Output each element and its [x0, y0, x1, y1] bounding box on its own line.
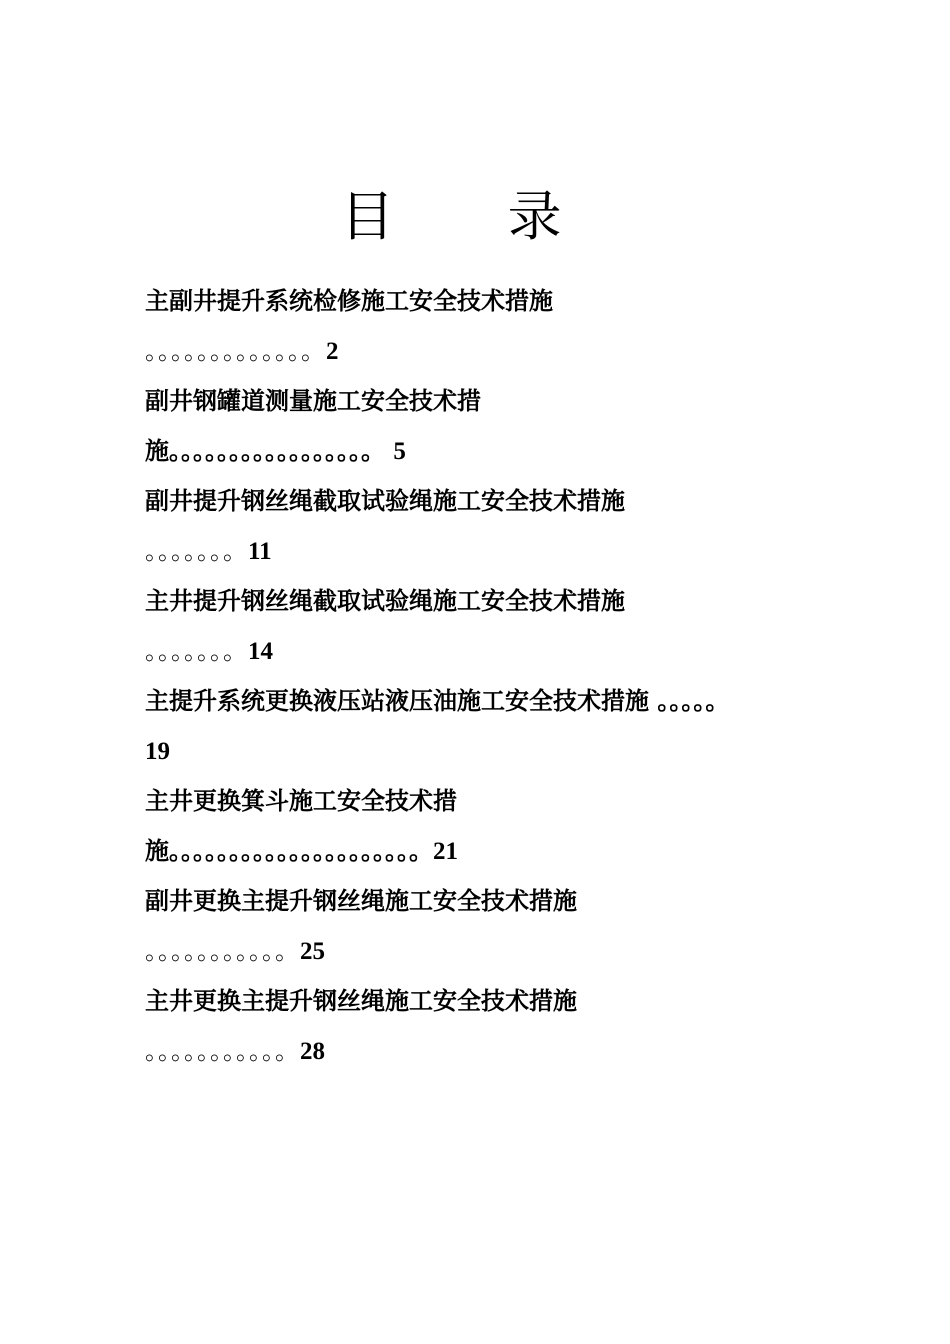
- toc-entry-title-continued: 施。。。。。。。。。。。。。。。。。。。。。: [145, 837, 433, 865]
- toc-entry-8-line-2[interactable]: [145, 1032, 835, 1082]
- toc-entry-title: 主提升系统更换液压站液压油施工安全技术措施 。。。。。: [145, 687, 730, 715]
- toc-leader-dots: 。。。。。。。。。。。: [145, 937, 300, 965]
- toc-entry-7-line-2[interactable]: [145, 932, 835, 982]
- toc-entry-title-continued: 施。。。。。。。。。。。。。。。。。: [145, 437, 394, 465]
- toc-entry-1-line-1[interactable]: [145, 282, 835, 332]
- toc-entry-2-line-1[interactable]: [145, 382, 835, 432]
- toc-entry-7-line-1[interactable]: [145, 882, 835, 932]
- toc-entry-title: 副井更换主提升钢丝绳施工安全技术措施: [145, 887, 577, 915]
- toc-entry-title: 主井更换主提升钢丝绳施工安全技术措施: [145, 987, 577, 1015]
- toc-entry-8-line-1[interactable]: [145, 982, 835, 1032]
- toc-entry-1-line-2[interactable]: [145, 332, 835, 382]
- toc-leader-dots: 。。。。。。。: [145, 537, 248, 565]
- toc-entry-title: 副井提升钢丝绳截取试验绳施工安全技术措施: [145, 487, 625, 515]
- toc-entry-title: 主井提升钢丝绳截取试验绳施工安全技术措施: [145, 587, 625, 615]
- toc-page-number: 11: [248, 538, 272, 565]
- toc-entry-6-line-1[interactable]: [145, 782, 835, 832]
- toc-entry-3-line-1[interactable]: [145, 482, 835, 532]
- toc-page-number: 14: [248, 638, 273, 665]
- toc-entry-title: 主井更换箕斗施工安全技术措: [145, 787, 457, 815]
- toc-entry-6-line-2[interactable]: [145, 832, 835, 882]
- toc-entry-4-line-2[interactable]: [145, 632, 835, 682]
- toc-leader-dots: 。。。。。。。。。。。: [145, 1037, 300, 1065]
- toc-entry-4-line-1[interactable]: [145, 582, 835, 632]
- toc-entry-title: 副井钢罐道测量施工安全技术措: [145, 387, 481, 415]
- toc-page-number: 25: [300, 938, 325, 965]
- toc-leader-dots: 。。。。。。。: [145, 637, 248, 665]
- toc-page-number: 19: [145, 738, 170, 765]
- toc-page-number: 2: [326, 338, 339, 365]
- toc-title: 目 录: [340, 185, 610, 248]
- toc-entry-2-line-2[interactable]: [145, 432, 835, 482]
- toc-page-number: 28: [300, 1038, 325, 1065]
- toc-page-number: 21: [433, 838, 458, 865]
- toc-entry-3-line-2[interactable]: [145, 532, 835, 582]
- toc-page-number: 5: [393, 438, 406, 465]
- toc-entry-title: 主副井提升系统检修施工安全技术措施: [145, 287, 553, 315]
- toc-entry-5-line-1[interactable]: [145, 682, 835, 732]
- toc-entry-5-line-2[interactable]: [145, 732, 835, 782]
- toc-leader-dots: 。。。。。。。。。。。。。: [145, 337, 326, 365]
- table-of-contents: [145, 282, 835, 1082]
